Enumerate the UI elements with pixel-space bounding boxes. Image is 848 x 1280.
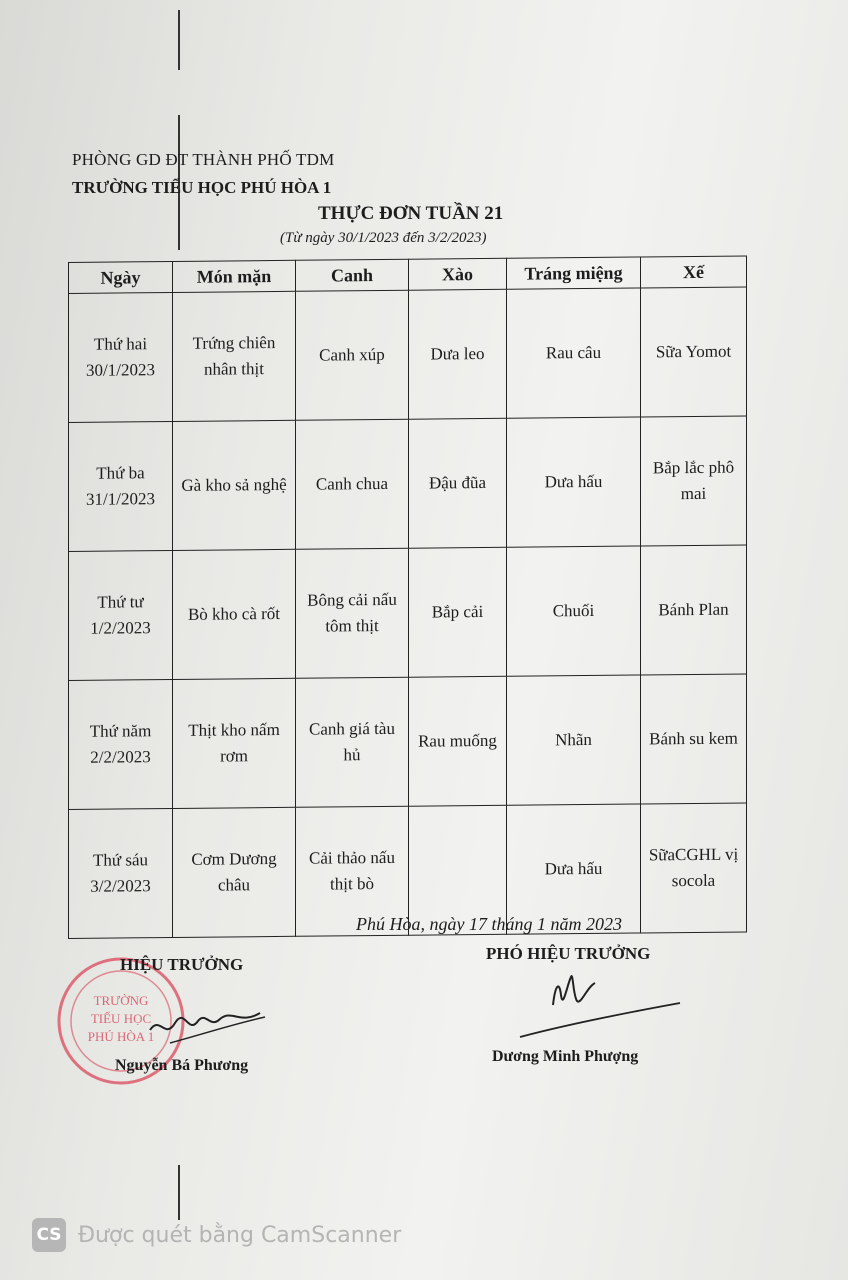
- day-cell: [69, 292, 173, 422]
- menu-cell: Dưa hấu: [507, 804, 641, 934]
- watermark-text: Được quét bằng CamScanner: [78, 1222, 402, 1248]
- school-header: TRƯỜNG TIỂU HỌC PHÚ HÒA 1: [72, 178, 332, 197]
- menu-cell: Bánh Plan: [641, 545, 747, 675]
- principal-signature: [140, 995, 270, 1055]
- menu-cell: Canh chua: [296, 419, 409, 549]
- svg-text:TIỂU HỌC: TIỂU HỌC: [90, 1011, 152, 1026]
- svg-text:PHÚ HÒA 1: PHÚ HÒA 1: [87, 1029, 155, 1044]
- column-header: Tráng miệng: [507, 257, 641, 289]
- vice-principal-signature: [515, 965, 685, 1045]
- day-cell: [69, 421, 173, 551]
- table-row: [69, 545, 747, 681]
- menu-cell: Dưa hấu: [507, 417, 641, 547]
- date-range: (Từ ngày 30/1/2023 đến 3/2/2023): [280, 230, 487, 246]
- day-name: Thứ năm: [89, 721, 152, 741]
- menu-cell: Gà kho sả nghệ: [173, 420, 296, 550]
- day-cell: [69, 679, 173, 809]
- menu-cell: Bông cải nấu tôm thịt: [296, 548, 409, 678]
- day-name: Thứ hai: [93, 334, 148, 354]
- day-name: Thứ sáu: [92, 850, 148, 870]
- menu-cell: Cải thảo nấu thịt bò: [296, 806, 409, 936]
- menu-cell: Nhãn: [507, 675, 641, 805]
- camscanner-watermark: [32, 1218, 401, 1252]
- column-header: Xào: [409, 258, 507, 290]
- department-header: PHÒNG GD ĐT THÀNH PHỐ TDM: [72, 150, 335, 169]
- day-cell: [69, 550, 173, 680]
- column-header: Món mặn: [173, 260, 296, 292]
- table-row: [69, 416, 747, 552]
- signing-date: Phú Hòa, ngày 17 tháng 1 năm 2023: [356, 914, 622, 934]
- fold-line-bottom: [178, 1165, 180, 1220]
- menu-cell: Dưa leo: [409, 289, 507, 419]
- menu-cell: Bánh su kem: [641, 674, 747, 804]
- menu-cell: Rau câu: [507, 288, 641, 418]
- principal-name: Nguyễn Bá Phương: [115, 1057, 249, 1074]
- day-date: 2/2/2023: [90, 747, 151, 767]
- day-name: Thứ tư: [97, 592, 144, 612]
- vice-principal-name: Dương Minh Phượng: [492, 1048, 639, 1065]
- menu-cell: Thịt kho nấm rơm: [173, 678, 296, 808]
- principal-title: HIỆU TRƯỞNG: [120, 955, 244, 974]
- day-date: 30/1/2023: [86, 360, 155, 380]
- column-header: Canh: [296, 259, 409, 291]
- menu-cell: Trứng chiên nhân thịt: [173, 291, 296, 421]
- menu-cell: SữaCGHL vị socola: [641, 803, 747, 933]
- day-name: Thứ ba: [96, 463, 145, 483]
- table-row: [69, 674, 747, 810]
- menu-cell: Bắp lắc phô mai: [641, 416, 747, 546]
- day-date: 1/2/2023: [90, 618, 151, 638]
- menu-cell: Bò kho cà rốt: [173, 549, 296, 679]
- menu-cell: Sữa Yomot: [641, 287, 747, 417]
- vice-principal-title: PHÓ HIỆU TRƯỞNG: [486, 944, 651, 963]
- day-date: 3/2/2023: [90, 876, 151, 896]
- svg-text:TRƯỜNG: TRƯỜNG: [93, 993, 149, 1008]
- camscanner-icon: CS: [32, 1218, 66, 1252]
- fold-line-top: [178, 10, 180, 70]
- menu-table: [68, 255, 747, 939]
- menu-cell: Rau muống: [409, 676, 507, 806]
- column-header: Xế: [641, 256, 747, 288]
- menu-cell: Bắp cải: [409, 547, 507, 677]
- day-cell: [69, 808, 173, 938]
- menu-cell: Canh xúp: [296, 290, 409, 420]
- menu-cell: Đậu đũa: [409, 418, 507, 548]
- table-row: [69, 287, 747, 423]
- column-header: Ngày: [69, 261, 173, 293]
- page-title: THỰC ĐƠN TUẦN 21: [318, 203, 504, 224]
- menu-cell: Cơm Dương châu: [173, 807, 296, 937]
- menu-cell: Canh giá tàu hủ: [296, 677, 409, 807]
- day-date: 31/1/2023: [86, 489, 155, 509]
- menu-cell: Chuối: [507, 546, 641, 676]
